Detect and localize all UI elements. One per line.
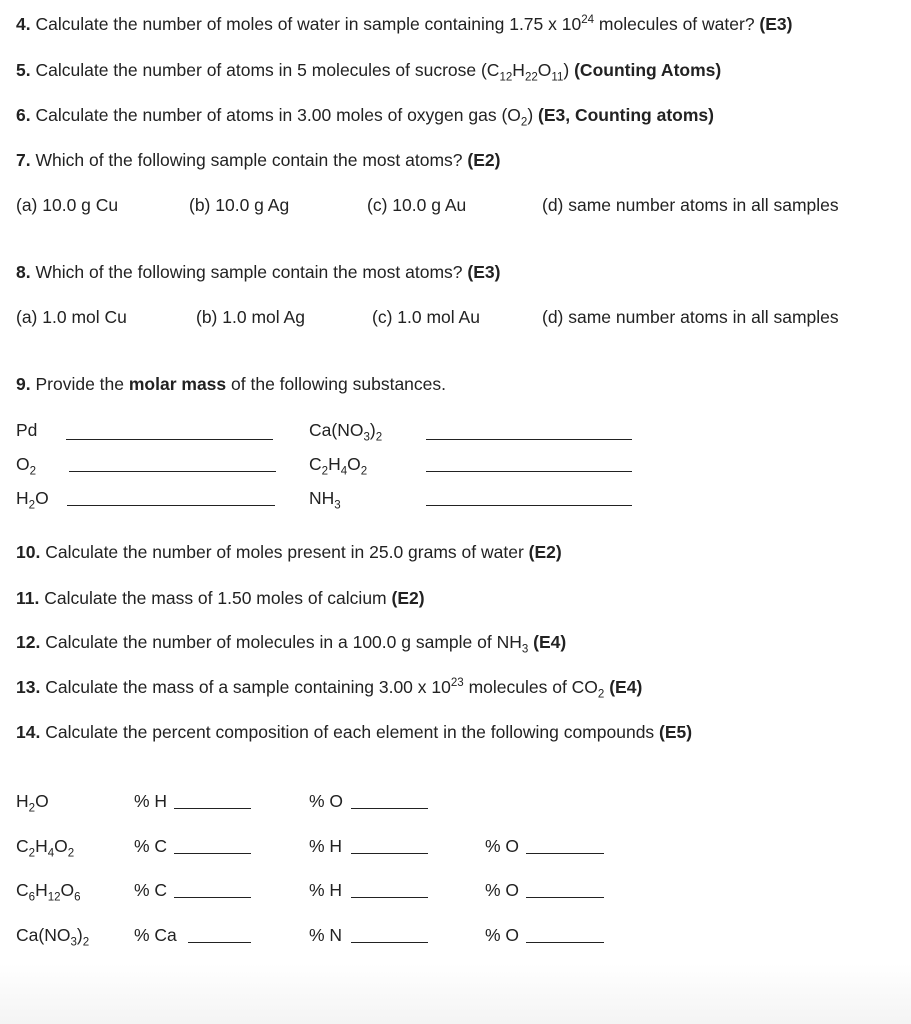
q10-text: Calculate the number of moles present in 25.0 grams of water	[45, 542, 529, 562]
q9-nh3-blank[interactable]	[426, 505, 632, 506]
q9-cano3	[309, 420, 383, 444]
q5-sub-h: 22	[524, 71, 538, 84]
q14-h2o-pct-h: % H	[134, 791, 168, 811]
q5-sub-c: 12	[499, 71, 513, 84]
q14-c6h12o6-s2: 12	[47, 891, 61, 904]
q14-c6h12o6-pct-h: % H	[309, 880, 343, 900]
q14-cano3-pct-n: % N	[309, 925, 343, 945]
q8-option-a: (a) 1.0 mol Cu	[16, 307, 127, 327]
q9-h2o	[16, 488, 49, 512]
q14-h2o-h: H	[16, 791, 29, 811]
q12-number: 12.	[16, 632, 41, 652]
q14-c6h12o6-pct-o: % O	[485, 880, 520, 900]
q14-c6h12o6-s3: 6	[74, 891, 81, 904]
q14-c2h4o2-c: C	[16, 836, 29, 856]
q9-pd-blank[interactable]	[66, 439, 273, 440]
q14-number: 14.	[16, 722, 41, 742]
q11-text: Calculate the mass of 1.50 moles of calcium	[44, 588, 392, 608]
q14-h2o-sub: 2	[28, 802, 36, 815]
q13-text: Calculate the mass of a sample containing 3.00 x 10	[45, 677, 451, 697]
q8-option-b: (b) 1.0 mol Ag	[196, 307, 305, 327]
q14-c2h4o2-c-blank[interactable]	[174, 853, 251, 854]
q14-h2o	[16, 791, 49, 815]
q6-tag: (E3, Counting atoms)	[538, 105, 714, 125]
q14-c2h4o2-o: O	[54, 836, 68, 856]
q14-c6h12o6-c-blank[interactable]	[174, 897, 251, 898]
question-8	[16, 262, 500, 283]
q6-number: 6.	[16, 105, 31, 125]
q6-sub: 2	[520, 116, 528, 129]
q8-tag: (E3)	[467, 262, 501, 282]
q14-c2h4o2-h: H	[35, 836, 48, 856]
q9-h2o-sub: 2	[28, 499, 36, 512]
question-5	[16, 60, 722, 84]
q14-c2h4o2-pct-o: % O	[485, 836, 520, 856]
q14-cano3-ca-blank[interactable]	[188, 942, 251, 943]
q9-c2h4o2-h: H	[328, 454, 341, 474]
q14-c6h12o6-h: H	[35, 880, 48, 900]
q9-bold: molar mass	[128, 374, 227, 394]
q9-cano3-blank[interactable]	[426, 439, 632, 440]
q9-cano3-sub1: 3	[363, 431, 370, 444]
page-bottom-shade	[0, 964, 911, 1024]
q5-text: Calculate the number of atoms in 5 molecules of sucrose (C	[35, 60, 500, 80]
q12-sub: 3	[521, 643, 529, 656]
question-9	[16, 374, 446, 395]
question-10	[16, 542, 562, 563]
q14-c6h12o6-o-blank[interactable]	[526, 897, 604, 898]
q10-number: 10.	[16, 542, 41, 562]
q14-h2o-o: O	[35, 791, 49, 811]
q9-c2h4o2-o: O	[347, 454, 361, 474]
q9-o2-blank[interactable]	[69, 471, 276, 472]
q9-nh3-h: H	[321, 488, 335, 508]
q14-c2h4o2-s1: 2	[28, 847, 36, 860]
q9-c2h4o2-s3: 2	[360, 465, 368, 478]
q14-cano3-o-blank[interactable]	[526, 942, 604, 943]
q7-text: Which of the following sample contain the most atoms?	[35, 150, 468, 170]
q5-number: 5.	[16, 60, 31, 80]
q8-option-d: (d) same number atoms in all samples	[542, 307, 839, 327]
q9-h2o-h: H	[16, 488, 29, 508]
q7-option-d: (d) same number atoms in all samples	[542, 195, 839, 215]
q14-c2h4o2-o-blank[interactable]	[526, 853, 604, 854]
q7-option-c: (c) 10.0 g Au	[367, 195, 467, 215]
q12-tag: (E4)	[533, 632, 567, 652]
q5-o: O	[537, 60, 552, 80]
q7-number: 7.	[16, 150, 31, 170]
q7-option-b: (b) 10.0 g Ag	[189, 195, 290, 215]
q14-c6h12o6-pct-c: % C	[134, 880, 168, 900]
q14-tag: (E5)	[659, 722, 693, 742]
q14-h2o-pct-o: % O	[309, 791, 344, 811]
q13-number: 13.	[16, 677, 41, 697]
q14-c2h4o2-h-blank[interactable]	[351, 853, 428, 854]
question-12	[16, 632, 567, 656]
q7-tag: (E2)	[467, 150, 501, 170]
q14-h2o-h-blank[interactable]	[174, 808, 251, 809]
q6-text-end: )	[527, 105, 539, 125]
q14-h2o-o-blank[interactable]	[351, 808, 428, 809]
q14-c2h4o2-s2: 4	[47, 847, 55, 860]
question-11	[16, 588, 425, 609]
q9-pd: Pd	[16, 420, 38, 440]
q9-text: Provide the	[35, 374, 129, 394]
q14-c6h12o6-s1: 6	[28, 891, 36, 904]
q5-h: H	[512, 60, 525, 80]
q9-cano3-paren: )	[369, 420, 376, 440]
q11-tag: (E2)	[391, 588, 425, 608]
q9-o2	[16, 454, 37, 478]
q4-text: Calculate the number of moles of water in sample containing 1.75 x 10	[35, 14, 582, 34]
q14-c2h4o2-s3: 2	[67, 847, 75, 860]
q14-c2h4o2-pct-h: % H	[309, 836, 343, 856]
q9-text-end: of the following substances.	[226, 374, 447, 394]
q14-c6h12o6-o: O	[60, 880, 75, 900]
q8-number: 8.	[16, 262, 31, 282]
q14-c6h12o6-h-blank[interactable]	[351, 897, 428, 898]
q4-tag: (E3)	[759, 14, 793, 34]
q9-c2h4o2-s2: 4	[340, 465, 348, 478]
q14-text: Calculate the percent composition of each element in the following compounds	[45, 722, 660, 742]
q11-number: 11.	[16, 588, 40, 608]
q14-cano3-pct-o: % O	[485, 925, 520, 945]
q14-c2h4o2-pct-c: % C	[134, 836, 168, 856]
q9-nh3-n: N	[309, 488, 322, 508]
q5-text-end: )	[563, 60, 575, 80]
q4-text-end: molecules of water?	[594, 14, 760, 34]
q14-cano3-paren: )	[76, 925, 83, 945]
question-6	[16, 105, 714, 129]
q9-h2o-blank[interactable]	[67, 505, 275, 506]
q9-cano3-sub2: 2	[375, 431, 383, 444]
q14-c2h4o2	[16, 836, 75, 860]
question-4	[16, 14, 792, 35]
q14-cano3-a: Ca(NO	[16, 925, 71, 945]
q9-number: 9.	[16, 374, 31, 394]
q13-tag: (E4)	[609, 677, 643, 697]
q14-cano3-pct-ca: % Ca	[134, 925, 177, 945]
q14-cano3-n-blank[interactable]	[351, 942, 428, 943]
q8-text: Which of the following sample contain the most atoms?	[35, 262, 468, 282]
q14-cano3-sub2: 2	[82, 936, 90, 949]
q6-text: Calculate the number of atoms in 3.00 moles of oxygen gas (O	[35, 105, 521, 125]
q13-exponent: 23	[450, 677, 464, 690]
q13-sub: 2	[597, 688, 605, 701]
q4-exponent: 24	[581, 14, 595, 27]
q5-sub-o: 11	[551, 71, 564, 84]
question-7	[16, 150, 500, 171]
q9-o2-sub: 2	[29, 465, 37, 478]
q14-cano3	[16, 925, 90, 949]
q10-tag: (E2)	[528, 542, 562, 562]
q9-nh3	[309, 488, 341, 512]
q9-o2-o: O	[16, 454, 30, 474]
q8-option-c: (c) 1.0 mol Au	[372, 307, 480, 327]
q13-text-mid: molecules of CO	[463, 677, 598, 697]
q14-c6h12o6	[16, 880, 81, 904]
q9-c2h4o2-c: C	[309, 454, 322, 474]
q9-h2o-o: O	[35, 488, 49, 508]
q4-number: 4.	[16, 14, 31, 34]
q14-cano3-sub1: 3	[70, 936, 77, 949]
q7-option-a: (a) 10.0 g Cu	[16, 195, 119, 215]
question-14	[16, 722, 692, 743]
q9-c2h4o2-s1: 2	[321, 465, 329, 478]
q9-c2h4o2-blank[interactable]	[426, 471, 632, 472]
q9-nh3-sub: 3	[334, 499, 341, 512]
q9-c2h4o2	[309, 454, 368, 478]
q9-cano3-a: Ca(NO	[309, 420, 364, 440]
q5-tag: (Counting Atoms)	[574, 60, 722, 80]
q14-c6h12o6-c: C	[16, 880, 29, 900]
question-13	[16, 677, 643, 701]
q12-text: Calculate the number of molecules in a 100.0 g sample of NH	[45, 632, 522, 652]
